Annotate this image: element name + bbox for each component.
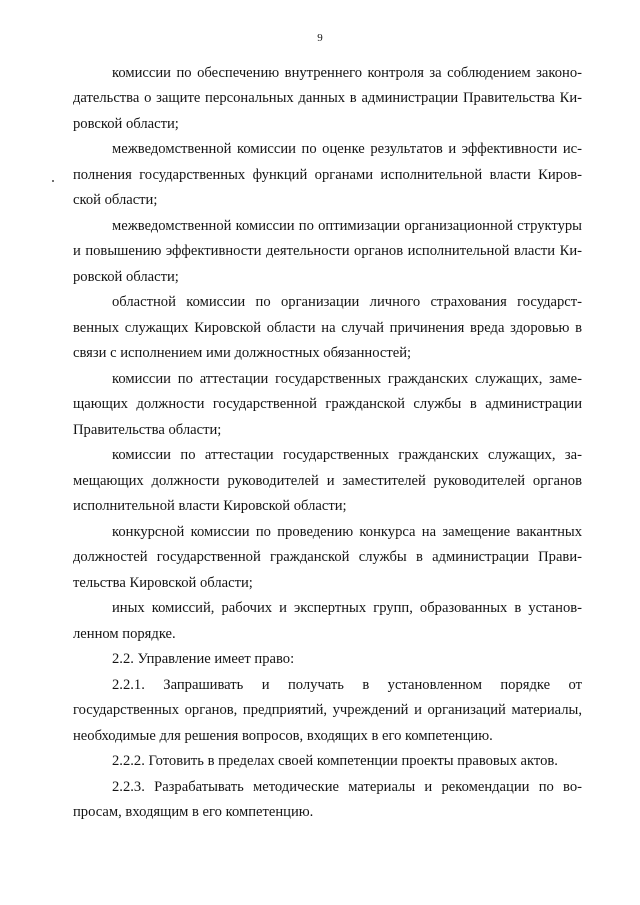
- text-line: ленном порядке.: [73, 626, 176, 642]
- text-line: ровской области;: [73, 116, 179, 132]
- text-line: 2.2.1. Запрашивать и получать в установленном порядке от: [112, 677, 582, 693]
- text-line: исполнительной власти Кировской области;: [73, 498, 347, 514]
- text-line: щающих должности государственной гражданской службы в администрации: [73, 396, 582, 412]
- text-line: 2.2.3. Разрабатывать методические материалы и рекомендации по во-: [112, 779, 582, 795]
- text-line: мещающих должности руководителей и заместителей руководителей органов: [73, 473, 582, 489]
- text-line: и повышению эффективности деятельности органов исполнительной власти Ки-: [73, 243, 582, 259]
- text-line: полнения государственных функций органами исполнительной власти Киров-: [73, 167, 582, 183]
- text-line: комиссии по аттестации государственных гражданских служащих, за-: [112, 447, 582, 463]
- text-line: государственных органов, предприятий, учреждений и организаций материалы,: [73, 702, 582, 718]
- text-line: конкурсной комиссии по проведению конкурса на замещение вакантных: [112, 524, 582, 540]
- section-heading: 2.2. Управление имеет право:: [112, 651, 295, 667]
- text-line: иных комиссий, рабочих и экспертных групп, образованных в установ-: [112, 600, 582, 616]
- text-line: венных служащих Кировской области на случай причинения вреда здоровью в: [73, 320, 582, 336]
- text-line: межведомственной комиссии по оптимизации организационной структуры: [112, 218, 582, 234]
- text-line: межведомственной комиссии по оценке результатов и эффективности ис-: [112, 141, 582, 157]
- text-line: тельства Кировской области;: [73, 575, 253, 591]
- text-line: должностей государственной гражданской службы в администрации Прави-: [73, 549, 582, 565]
- text-line: комиссии по аттестации государственных гражданских служащих, заме-: [112, 371, 582, 387]
- text-line: дательства о защите персональных данных в администрации Правительства Ки-: [73, 90, 582, 106]
- text-line: комиссии по обеспечению внутреннего контроля за соблюдением законо-: [112, 65, 582, 81]
- text-line: 2.2.2. Готовить в пределах своей компетенции проекты правовых актов.: [112, 753, 558, 769]
- page-number: 9: [317, 32, 323, 44]
- text-line: просам, входящим в его компетенцию.: [73, 804, 314, 820]
- text-line: связи с исполнением ими должностных обязанностей;: [73, 345, 412, 361]
- text-line: Правительства области;: [73, 422, 222, 438]
- text-line: необходимые для решения вопросов, входящих в его компетенцию.: [73, 728, 493, 744]
- text-line: областной комиссии по организации личного страхования государст-: [112, 294, 582, 310]
- text-line: ской области;: [73, 192, 158, 208]
- text-line: ровской области;: [73, 269, 179, 285]
- scan-speck: [52, 180, 54, 182]
